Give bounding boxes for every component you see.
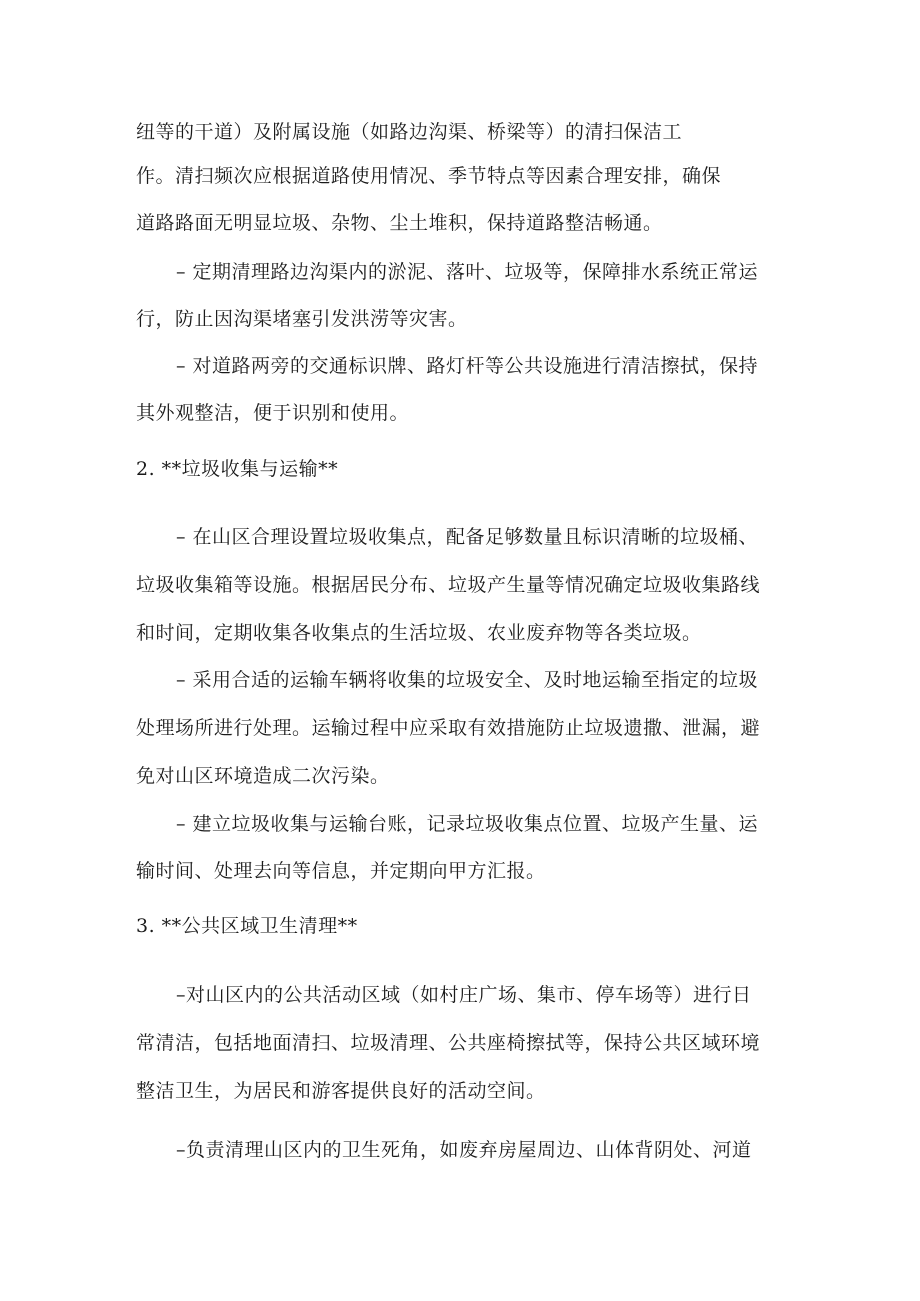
text-line: 和时间，定期收集各收集点的生活垃圾、农业废弃物等各类垃圾。 [136,622,702,644]
bullet-line: – 对道路两旁的交通标识牌、路灯杆等公共设施进行清洁擦拭，保持 [176,355,759,377]
text-line: 作。清扫频次应根据道路使用情况、季节特点等因素合理安排，确保 [136,165,722,187]
bullet-line: – 建立垃圾收集与运输台账，记录垃圾收集点位置、垃圾产生量、运 [176,813,759,835]
text-line: 道路路面无明显垃圾、杂物、尘土堆积，保持道路整洁畅通。 [136,212,663,234]
section-heading: 2. **垃圾收集与运输** [136,458,339,480]
bullet-line: – 采用合适的运输车辆将收集的垃圾安全、及时地运输至指定的垃圾 [176,669,759,691]
text-line: 行，防止因沟渠堵塞引发洪涝等灾害。 [136,308,468,330]
text-line: 纽等的干道）及附属设施（如路边沟渠、桥梁等）的清扫保洁工 [136,121,683,143]
text-line: 整洁卫生，为居民和游客提供良好的活动空间。 [136,1080,546,1102]
text-line: 其外观整洁，便于识别和使用。 [136,402,410,424]
text-line: 免对山区环境造成二次污染。 [136,765,390,787]
text-line: 处理场所进行处理。运输过程中应采取有效措施防止垃圾遗撒、泄漏，避 [136,717,761,739]
bullet-line: – 在山区合理设置垃圾收集点，配备足够数量且标识清晰的垃圾桶、 [176,526,759,548]
section-heading: 3. **公共区域卫生清理** [136,915,358,937]
text-line: 常清洁，包括地面清扫、垃圾清理、公共座椅擦拭等，保持公共区域环境 [136,1032,761,1054]
bullet-line: –对山区内的公共活动区域（如村庄广场、集市、停车场等）进行日 [176,984,752,1006]
text-line: 输时间、处理去向等信息，并定期向甲方汇报。 [136,860,546,882]
text-line: 垃圾收集箱等设施。根据居民分布、垃圾产生量等情况确定垃圾收集路线 [136,574,761,596]
bullet-line: – 定期清理路边沟渠内的淤泥、落叶、垃圾等，保障排水系统正常运 [176,261,759,283]
bullet-line: –负责清理山区内的卫生死角，如废弃房屋周边、山体背阴处、河道 [176,1139,752,1161]
